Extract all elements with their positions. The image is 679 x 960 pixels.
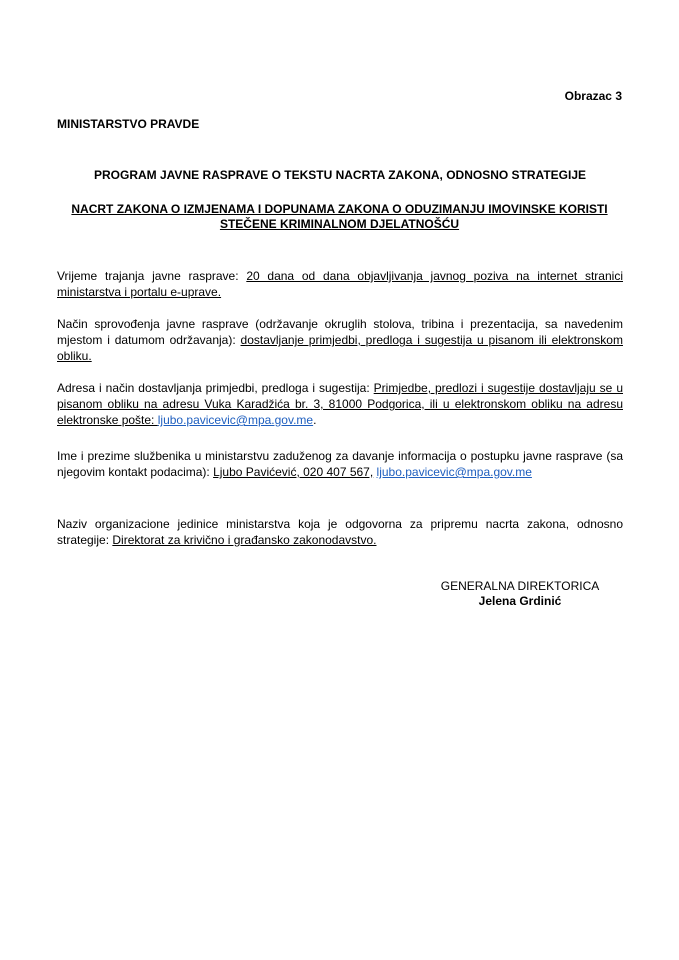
method-value: dostavljanje primjedbi, predloga i sugestija u pisanom ili elektronskom obliku. <box>57 333 623 363</box>
address-value: Primjedbe, predlozi i sugestije dostavljaju se u pisanom obliku na adresu Vuka Karadžića br. 3, 81000 Podgorica, ili u elektronskom obliku na adresu elektronske pošte: <box>57 381 623 427</box>
signature-name: Jelena Grdinić <box>478 594 562 608</box>
signature-role: GENERALNA DIREKTORICA <box>440 579 600 593</box>
unit-paragraph <box>57 516 623 548</box>
unit-value: Direktorat za krivično i građansko zakonodavstvo. <box>112 533 377 547</box>
duration-paragraph <box>57 268 623 300</box>
address-end: . <box>313 413 317 427</box>
contact-label: Ime i prezime službenika u ministarstvu zaduženog za davanje informacija o postupku javne rasprave (sa njegovim kontakt podacima): <box>57 449 623 479</box>
form-number: Obrazac 3 <box>564 89 622 103</box>
duration-value: 20 dana od dana objavljivanja javnog poziva na internet stranici ministarstva i portalu e-uprave. <box>57 269 623 299</box>
method-paragraph <box>57 316 623 364</box>
ministry-name: MINISTARSTVO PRAVDE <box>57 117 200 131</box>
address-paragraph <box>57 380 623 428</box>
unit-label: Naziv organizacione jedinice ministarstva koja je odgovorna za pripremu nacrta zakona, odnosno strategije: <box>57 517 623 547</box>
law-draft-title: NACRT ZAKONA O IZMJENAMA I DOPUNAMA ZAKONA O ODUZIMANJU IMOVINSKE KORISTI STEČENE KRIMINALNOM DJELATNOŠĆU <box>71 202 608 231</box>
document-title: PROGRAM JAVNE RASPRAVE O TEKSTU NACRTA ZAKONA, ODNOSNO STRATEGIJE <box>93 168 587 182</box>
signature-block <box>420 579 620 609</box>
duration-label: Vrijeme trajanja javne rasprave: <box>57 269 247 283</box>
contact-paragraph <box>57 448 623 480</box>
contact-email-link[interactable]: ljubo.pavicevic@mpa.gov.me <box>376 465 532 479</box>
contact-value: Ljubo Pavićević, 020 407 567, <box>213 465 374 479</box>
address-email-link[interactable]: ljubo.pavicevic@mpa.gov.me <box>157 413 314 427</box>
address-label: Adresa i način dostavljanja primjedbi, predloga i sugestija: <box>57 381 374 395</box>
method-label: Način sprovođenja javne rasprave (održavanje okruglih stolova, tribina i prezentacija, sa navedenim mjestom i datumom održavanja): <box>57 317 623 347</box>
